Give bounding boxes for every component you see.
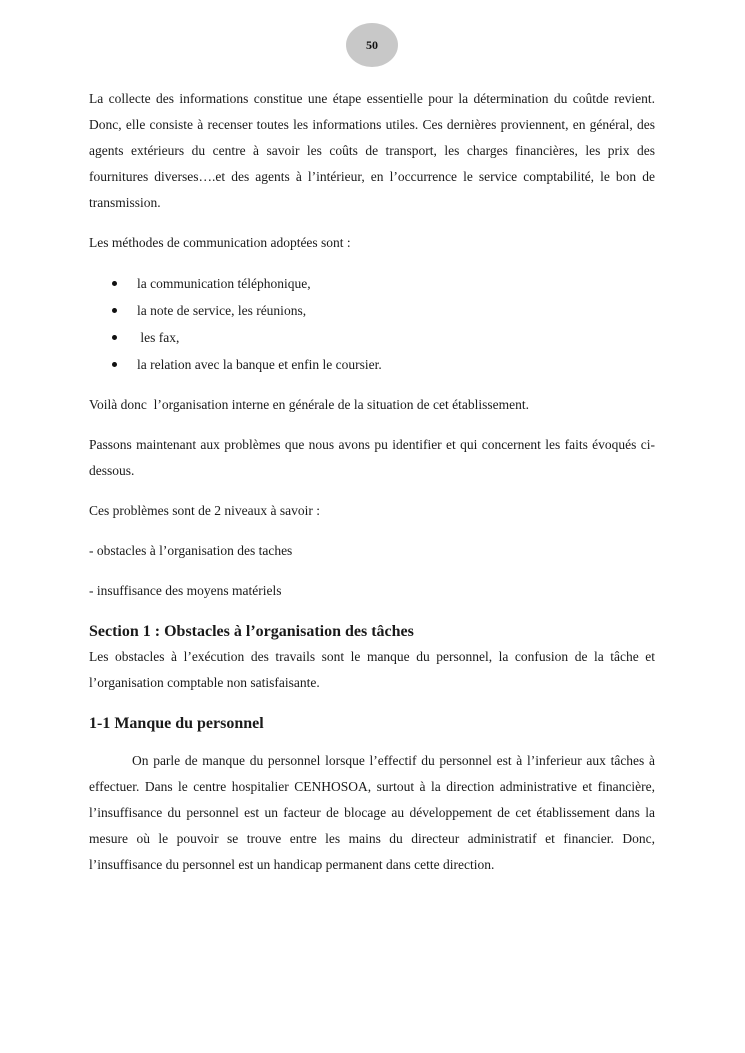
list-item: la note de service, les réunions, [89,297,655,324]
bullet-icon [112,308,117,313]
page-number-badge: 50 [346,23,398,67]
document-body [89,86,655,878]
paragraph-problem-levels: Ces problèmes sont de 2 niveaux à savoir : [89,503,320,518]
paragraph-level-2: - insuffisance des moyens matériels [89,583,282,598]
paragraph-summary: Voilà donc l’organisation interne en générale de la situation de cet établissement. [89,397,529,412]
list-item: la relation avec la banque et enfin le coursier. [89,351,655,378]
list-item: les fax, [89,324,655,351]
bullet-icon [112,362,117,367]
paragraph-intro: La collecte des informations constitue une étape essentielle pour la détermination du coûtde revient. Donc, elle consiste à recenser toutes les informations utiles. Ces dernières proviennent, en général, des agents extérieurs du centre à savoir les coûts de transport, les charges financières, les prix des fournitures diverses….et des agents à l’intérieur, en l’occurrence le service comptabilité, le bon de transmission. [89,91,655,210]
subsection-heading: 1-1 Manque du personnel [89,715,264,732]
paragraph-methods-lead: Les méthodes de communication adoptées sont : [89,235,351,250]
methods-list [89,270,655,378]
paragraph-obstacles: Les obstacles à l’exécution des travails sont le manque du personnel, la confusion de la tâche et l’organisation comptable non satisfaisante. [89,649,655,690]
bullet-icon [112,335,117,340]
paragraph-staff-shortage: On parle de manque du personnel lorsque l’effectif du personnel est à l’inferieur aux tâches à effectuer. Dans le centre hospitalier CENHOSOA, surtout à la direction administrative et financière, l’insuffisance du personnel est un facteur de blocage au développement de cet établissement dans la mesure où le pouvoir se trouve entre les mains du directeur administratif et financier. Donc, l’insuffisance du personnel est un handicap permanent dans cette direction. [89,753,655,872]
list-item: la communication téléphonique, [89,270,655,297]
section-heading: Section 1 : Obstacles à l’organisation des tâches [89,623,414,640]
paragraph-level-1: - obstacles à l’organisation des taches [89,543,293,558]
paragraph-problems-intro: Passons maintenant aux problèmes que nous avons pu identifier et qui concernent les faits évoqués ci-dessous. [89,437,655,478]
bullet-icon [112,281,117,286]
